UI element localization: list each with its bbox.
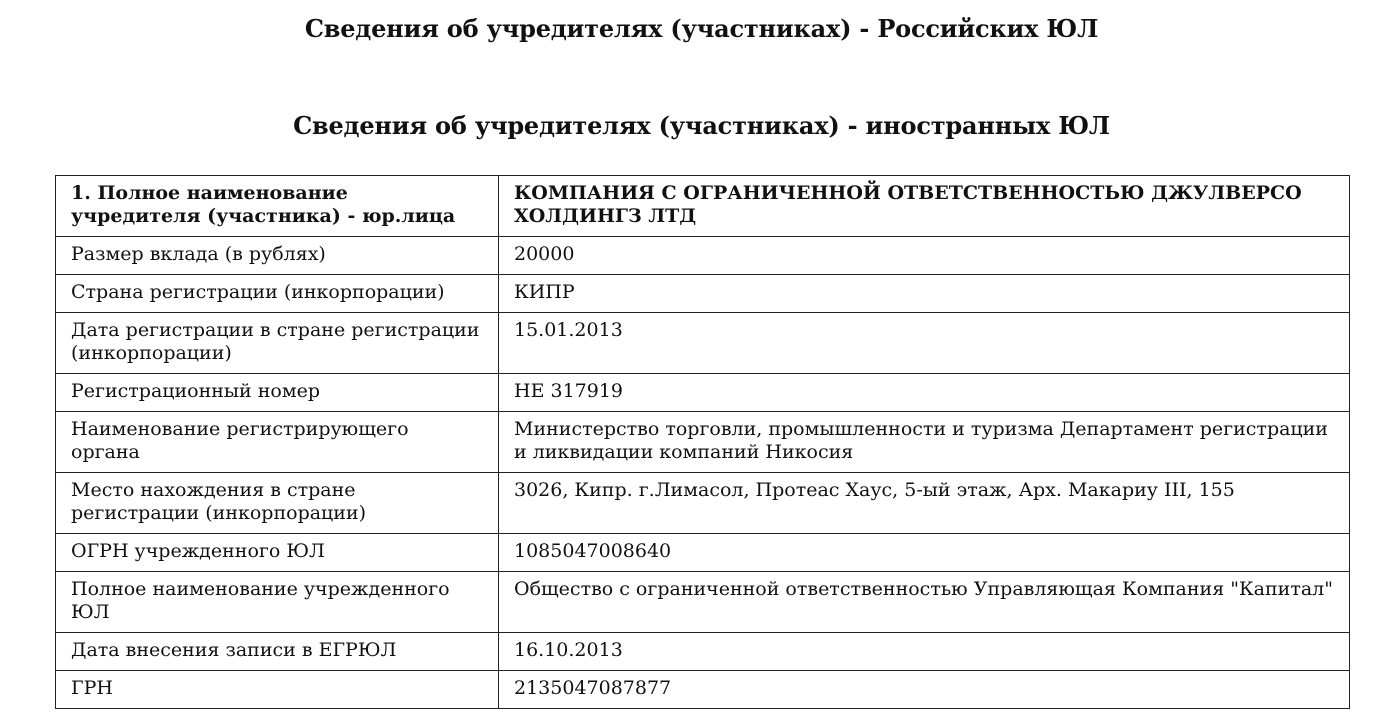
foreign-founders-heading: Сведения об учредителях (участниках) - иностранных ЮЛ [293,111,1110,140]
table-row-registration-date [56,313,1350,374]
table-row-founder-name [56,176,1350,237]
country-label: Страна регистрации (инкорпорации) [56,275,499,313]
address-label: Место нахождения в стране регистрации (инкорпорации) [56,473,499,534]
registering-authority-label: Наименование регистрирующего органа [56,412,499,473]
ogrn-value: 1085047008640 [499,534,1350,572]
foreign-founder-table [55,175,1350,709]
table-row-address [56,473,1350,534]
registration-number-label: Регистрационный номер [56,374,499,412]
address-value: 3026, Кипр. г.Лимасол, Протеас Хаус, 5-ый этаж, Арх. Макариу III, 155 [499,473,1350,534]
russian-founders-heading: Сведения об учредителях (участниках) - Российских ЮЛ [304,14,1099,43]
registration-date-label: Дата регистрации в стране регистрации (инкорпорации) [56,313,499,374]
established-entity-value: Общество с ограниченной ответственностью Управляющая Компания "Капитал" [499,572,1350,633]
table-row-entry-date [56,633,1350,671]
grn-label: ГРН [56,671,499,709]
table-row-contribution [56,237,1350,275]
founder-name-label: 1. Полное наименование учредителя (участника) - юр.лица [56,176,499,237]
established-entity-label: Полное наименование учрежденного ЮЛ [56,572,499,633]
table-row-grn [56,671,1350,709]
table-row-registering-authority [56,412,1350,473]
table-row-established-entity [56,572,1350,633]
table-row-country [56,275,1350,313]
grn-value: 2135047087877 [499,671,1350,709]
entry-date-value: 16.10.2013 [499,633,1350,671]
contribution-value: 20000 [499,237,1350,275]
contribution-label: Размер вклада (в рублях) [56,237,499,275]
entry-date-label: Дата внесения записи в ЕГРЮЛ [56,633,499,671]
registration-number-value: HE 317919 [499,374,1350,412]
table-row-ogrn [56,534,1350,572]
registering-authority-value: Министерство торговли, промышленности и туризма Департамент регистрации и ликвидации компаний Никосия [499,412,1350,473]
founder-name-value: КОМПАНИЯ С ОГРАНИЧЕННОЙ ОТВЕТСТВЕННОСТЬЮ ДЖУЛВЕРСО ХОЛДИНГЗ ЛТД [499,176,1350,237]
registration-date-value: 15.01.2013 [499,313,1350,374]
table-row-registration-number [56,374,1350,412]
ogrn-label: ОГРН учрежденного ЮЛ [56,534,499,572]
country-value: КИПР [499,275,1350,313]
